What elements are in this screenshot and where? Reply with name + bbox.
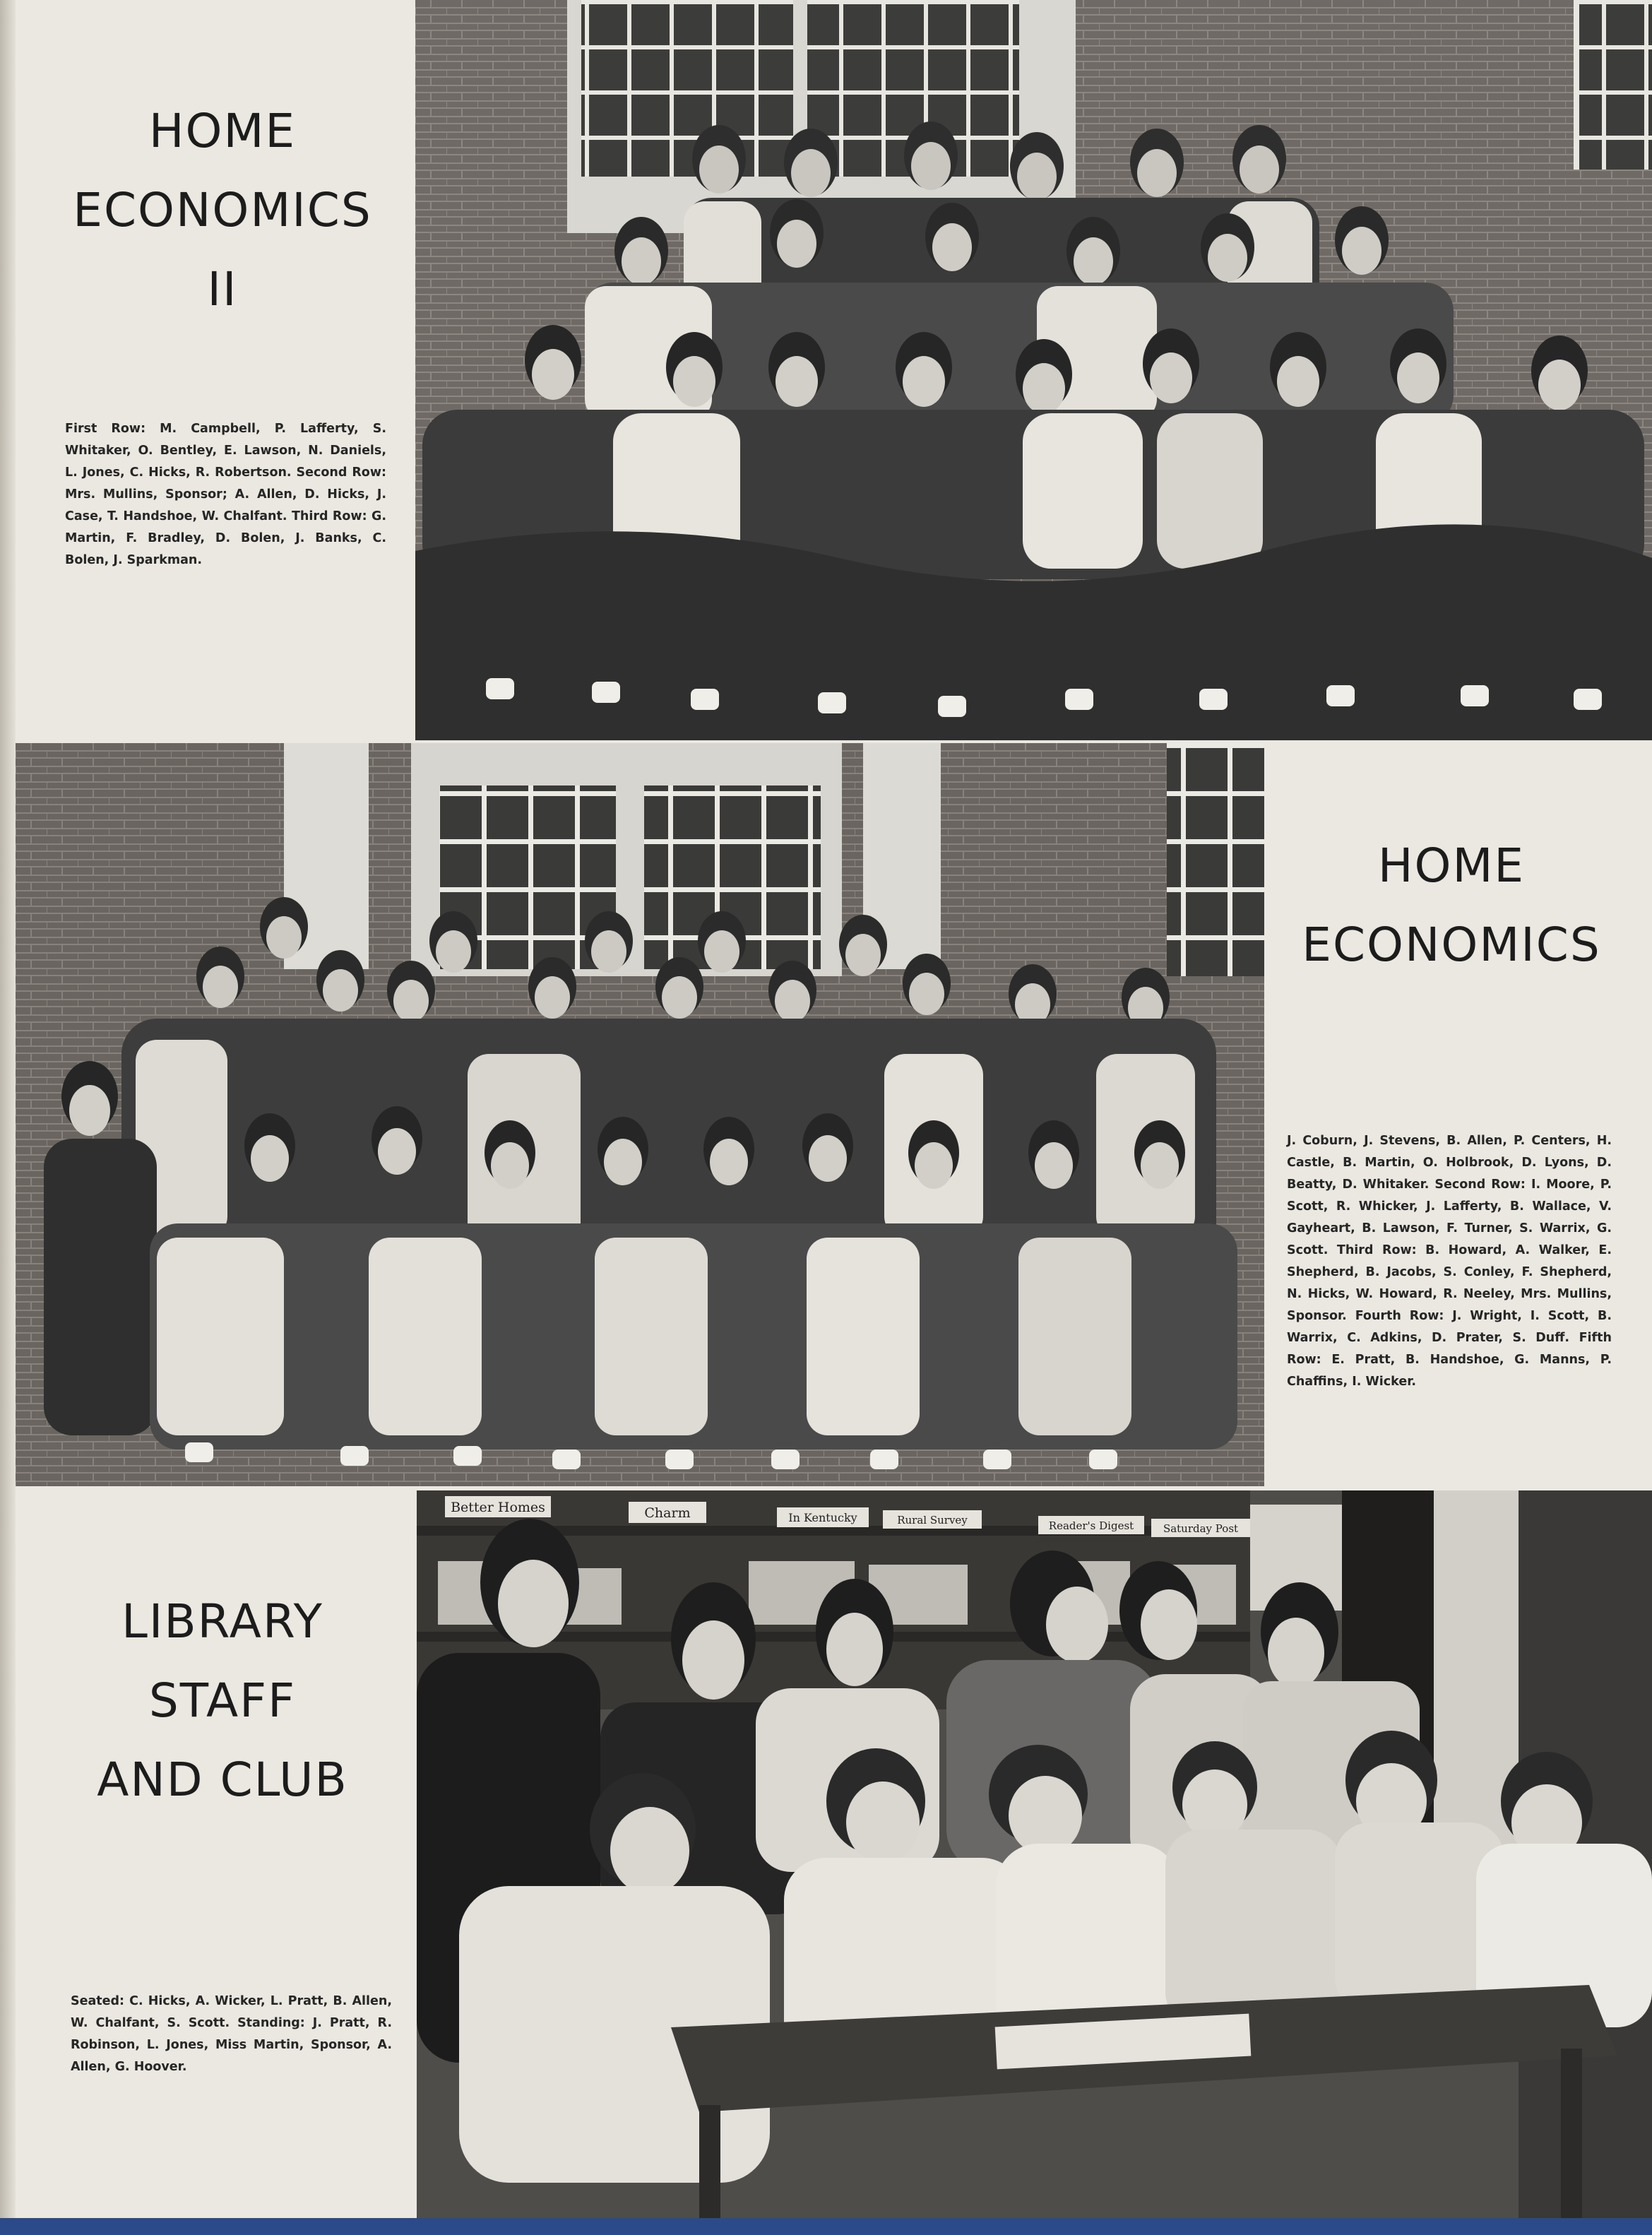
heading-line: ECONOMICS <box>73 183 372 237</box>
home-economics-ii-photo-image <box>415 0 1652 740</box>
home-economics-panel <box>1271 826 1632 985</box>
heading-line: AND CLUB <box>97 1753 348 1807</box>
shelf-sign-better-homes: Better Homes <box>451 1500 545 1515</box>
heading-line: HOME <box>1377 838 1526 893</box>
home-economics-caption: J. Coburn, J. Stevens, B. Allen, P. Centers, H. Castle, B. Martin, O. Holbrook, D. Lyons, D. Beatty, D. Whitaker. Second Row: I. Moore, P. Scott, R. Whicker, J. Lafferty, B. Wallace, V. Gayheart, B. Lawson, F. Turner, S. Warrix, G. Scott. Third Row: B. Howard, A. Walker, E. Shepherd, B. Jacobs, S. Conley, F. Shepherd, N. Hicks, W. Howard, R. Neeley, Mrs. Mullins, Sponsor. Fourth Row: J. Wright, I. Scott, B. Warrix, C. Adkins, D. Prater, S. Duff. Fifth Row: E. Pratt, B. Handshoe, G. Manns, P. Chaffins, I. Wicker. <box>1287 1134 1612 1389</box>
shelf-sign-charm: Charm <box>644 1505 691 1521</box>
shelf-sign-readers-digest: Reader's Digest <box>1048 1519 1134 1532</box>
home-economics-photo <box>16 743 1264 1486</box>
heading-line: LIBRARY <box>121 1594 323 1649</box>
home-economics-ii-caption: First Row: M. Campbell, P. Lafferty, S. Whitaker, O. Bentley, E. Lawson, N. Daniels, L. Jones, C. Hicks, R. Robertson. Second Row: Mrs. Mullins, Sponsor; A. Allen, D. Hicks, J. Case, T. Handshoe, W. Chalfant. Third Row: G. Martin, F. Bradley, D. Bolen, J. Banks, C. Bolen, J. Sparkman. <box>65 422 386 567</box>
library-staff-caption: Seated: C. Hicks, A. Wicker, L. Pratt, B. Allen, W. Chalfant, S. Scott. Standing: J. Pratt, R. Robinson, L. Jones, Miss Martin, Sponsor, A. Allen, G. Hoover. <box>71 1994 392 2074</box>
home-economics-ii-photo <box>415 0 1652 740</box>
page-bottom-edge <box>0 2218 1652 2235</box>
home-economics-ii-heading <box>42 92 403 329</box>
shelf-sign-saturday-post: Saturday Post <box>1163 1522 1239 1535</box>
heading-line: II <box>207 262 238 316</box>
page-spine-shadow <box>0 0 16 2235</box>
library-staff-panel <box>42 1582 403 1820</box>
home-economics-heading <box>1271 826 1632 985</box>
library-staff-photo-image <box>417 1490 1652 2218</box>
shelf-sign-in-kentucky: In Kentucky <box>788 1511 857 1524</box>
home-economics-photo-image <box>16 743 1264 1486</box>
library-staff-photo <box>417 1490 1652 2218</box>
home-economics-ii-panel <box>42 92 403 329</box>
heading-line: ECONOMICS <box>1302 918 1601 972</box>
heading-line: STAFF <box>148 1673 297 1728</box>
heading-line: HOME <box>148 104 297 158</box>
shelf-sign-rural-survey: Rural Survey <box>897 1514 968 1526</box>
library-staff-heading <box>42 1582 403 1820</box>
